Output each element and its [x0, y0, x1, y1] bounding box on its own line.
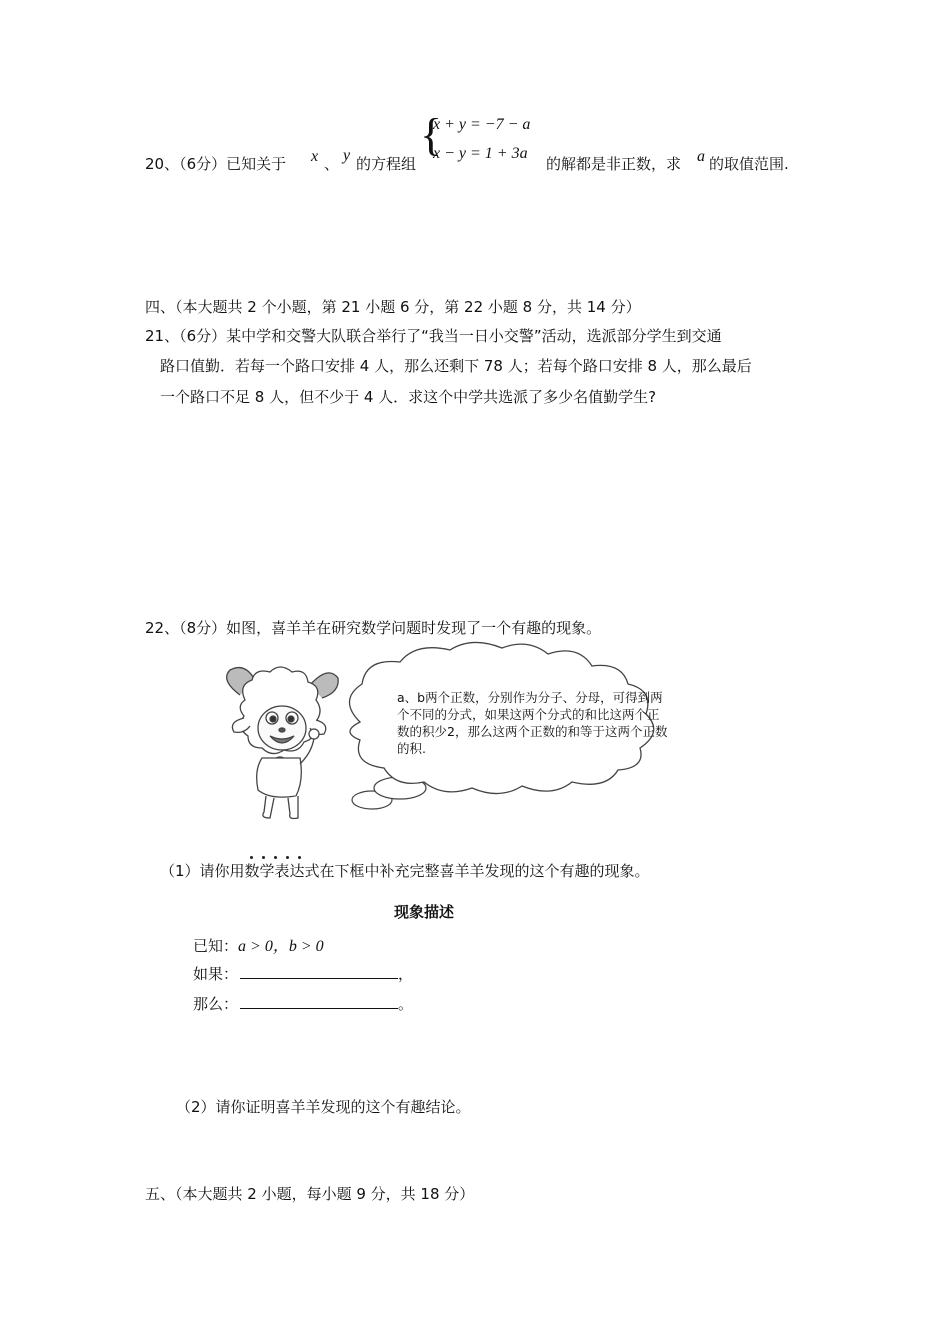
cloud-line-3: 数的积少2，那么这两个正数的和等于这两个正数 [397, 724, 668, 739]
section-5-heading: 五、（本大题共 2 小题，每小题 9 分，共 18 分） [145, 1185, 475, 1203]
equation-2: x − y = 1 + 3a [433, 145, 528, 162]
q20-text-c: 的解都是非正数，求 [546, 155, 682, 173]
q22-part-2: （2）请你证明喜羊羊发现的这个有趣结论。 [176, 1098, 471, 1116]
then-end: 。 [398, 995, 414, 1013]
equation-brace: { [420, 109, 443, 160]
known-row [193, 933, 324, 956]
then-row [193, 993, 413, 1014]
cloud-line-2: 个不同的分式，如果这两个分式的和比这两个正 [397, 707, 660, 722]
q20-text-b: 的方程组 [356, 155, 417, 173]
then-answer-blank[interactable] [240, 994, 398, 1009]
q20-var-y: y [343, 147, 351, 164]
q20-line [145, 153, 286, 174]
equation-1: x + y = −7 − a [433, 116, 531, 133]
q21-line-1: 21、（6分）某中学和交警大队联合举行了“我当一日小交警”活动，选派部分学生到交通 [145, 327, 722, 345]
if-answer-blank[interactable] [240, 964, 398, 979]
if-label: 如果： [193, 965, 239, 983]
then-label: 那么： [193, 995, 239, 1013]
q22-line-1: 22、（8分）如图，喜羊羊在研究数学问题时发现了一个有趣的现象。 [145, 619, 602, 637]
q22-part-1: （1）请你用数学表达式在下框中补充完整喜羊羊发现的这个有趣的现象。 [160, 862, 650, 880]
cloud-text [397, 689, 667, 757]
q20-var-a: a [697, 148, 705, 165]
q21-line-3: 一个路口不足 8 人，但不少于 4 人．求这个中学共选派了多少名值勤学生? [160, 388, 657, 406]
q20-sep: 、 [324, 155, 340, 173]
q20-points: （6分） [179, 155, 227, 173]
known-value: a > 0，b > 0 [238, 938, 324, 955]
q20-number: 20、 [145, 155, 180, 173]
q20-text-d: 的取值范围. [709, 155, 789, 173]
cloud-line-1: a、b两个正数，分别作为分子、分母，可得到两 [397, 690, 663, 705]
q21-line-2: 路口值勤．若每一个路口安排 4 人，那么还剩下 78 人；若每个路口安排 8 人，那么最后 [160, 357, 752, 375]
sheep-icon [227, 667, 339, 819]
box-title: 现象描述 [394, 903, 455, 921]
q20-var-x: x [311, 148, 319, 165]
section-4-heading: 四、（本大题共 2 个小题，第 21 小题 6 分，第 22 小题 8 分，共 14 分） [145, 298, 641, 316]
q20-text-a: 已知关于 [226, 155, 287, 173]
known-label: 已知： [193, 937, 239, 955]
if-row [193, 963, 413, 984]
cloud-line-4: 的积. [397, 741, 426, 756]
if-end: ， [398, 965, 414, 983]
